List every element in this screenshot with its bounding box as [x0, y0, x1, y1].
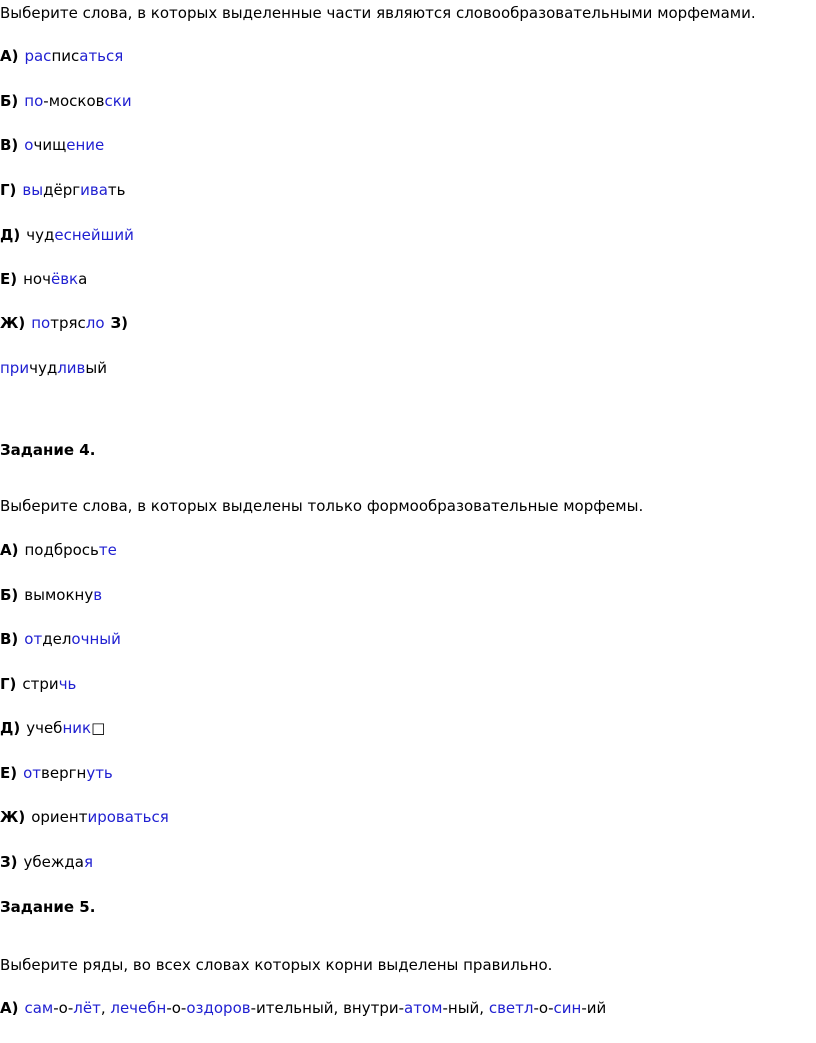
- root-highlight: атом: [404, 999, 443, 1017]
- item-label: Г): [0, 181, 17, 199]
- morpheme-highlight: при: [0, 359, 30, 377]
- morpheme-highlight: ник: [62, 719, 92, 737]
- morpheme-highlight: чь: [58, 675, 77, 693]
- task5-instruction: Выберите ряды, во всех словах которых корни выделены правильно.: [0, 956, 553, 974]
- task4-item-v: [0, 629, 121, 649]
- morpheme: -о-: [166, 999, 187, 1017]
- task3-item-v: [0, 135, 104, 155]
- morpheme-highlight: ива: [80, 181, 108, 199]
- morpheme: ый: [85, 359, 107, 377]
- morpheme: тряс: [50, 314, 86, 332]
- task4-item-a: [0, 540, 117, 560]
- morpheme: стри: [22, 675, 59, 693]
- morpheme: ноч: [23, 270, 51, 288]
- morpheme-highlight: в: [93, 586, 103, 604]
- morpheme: пис: [51, 47, 80, 65]
- morpheme: ть: [107, 181, 126, 199]
- item-label: Д): [0, 719, 21, 737]
- item-label: Б): [0, 92, 19, 110]
- morpheme-highlight: очный: [71, 630, 121, 648]
- morpheme: убежда: [23, 853, 84, 871]
- task4-item-d: [0, 718, 105, 738]
- root-highlight: лечебн: [110, 999, 167, 1017]
- morpheme-highlight: ски: [104, 92, 132, 110]
- task3-item-a: [0, 46, 123, 66]
- task3-item-b: [0, 91, 132, 111]
- task3-item-g: [0, 180, 125, 200]
- item-label: Ж): [0, 314, 26, 332]
- item-label: Д): [0, 226, 21, 244]
- morpheme: □: [91, 719, 106, 737]
- task5-item-a: [0, 998, 606, 1018]
- morpheme: чищ: [33, 136, 67, 154]
- morpheme-highlight: вы: [22, 181, 44, 199]
- task4-item-e: [0, 763, 113, 783]
- morpheme: дёрг: [43, 181, 81, 199]
- item-label: В): [0, 136, 19, 154]
- morpheme-highlight: от: [24, 630, 43, 648]
- morpheme-highlight: еснейший: [54, 226, 134, 244]
- morpheme: -ий: [581, 999, 607, 1017]
- morpheme-highlight: уть: [86, 764, 113, 782]
- morpheme: -ительный, внутри-: [250, 999, 405, 1017]
- task4-item-b: [0, 585, 102, 605]
- task4-instruction: Выберите слова, в которых выделены только формообразовательные морфемы.: [0, 497, 644, 515]
- task3-instruction: Выберите слова, в которых выделенные части являются словообразовательными морфемами.: [0, 4, 756, 22]
- morpheme: дел: [42, 630, 72, 648]
- morpheme-highlight: те: [98, 541, 117, 559]
- task4-item-zh: [0, 807, 169, 827]
- item-label: А): [0, 999, 19, 1017]
- item-label: З): [0, 853, 18, 871]
- morpheme: ориент: [31, 808, 88, 826]
- item-label: Б): [0, 586, 19, 604]
- morpheme: вымокну: [24, 586, 94, 604]
- task3-item-zh: [0, 313, 128, 333]
- morpheme-highlight: ироваться: [87, 808, 169, 826]
- item-label: В): [0, 630, 19, 648]
- root-highlight: лёт: [73, 999, 101, 1017]
- morpheme: ,: [100, 999, 111, 1017]
- task4-heading: Задание 4.: [0, 441, 96, 459]
- task3-item-d: [0, 225, 134, 245]
- task3-item-z: [0, 358, 107, 378]
- morpheme-highlight: по: [24, 92, 44, 110]
- morpheme: -о-: [533, 999, 554, 1017]
- item-label: А): [0, 47, 19, 65]
- morpheme: подбрось: [24, 541, 99, 559]
- morpheme: -ный,: [442, 999, 489, 1017]
- root-highlight: сам: [24, 999, 54, 1017]
- item-label: А): [0, 541, 19, 559]
- morpheme: -москов: [43, 92, 105, 110]
- morpheme: чуд: [29, 359, 58, 377]
- morpheme-highlight: я: [83, 853, 93, 871]
- morpheme: а: [78, 270, 88, 288]
- task4-item-z: [0, 852, 93, 872]
- morpheme-highlight: ение: [66, 136, 105, 154]
- task3-item-e: [0, 269, 87, 289]
- root-highlight: светл: [488, 999, 534, 1017]
- morpheme-highlight: аться: [79, 47, 124, 65]
- morpheme-highlight: от: [23, 764, 42, 782]
- morpheme-highlight: по: [31, 314, 51, 332]
- morpheme: учеб: [26, 719, 63, 737]
- morpheme-highlight: ло: [85, 314, 105, 332]
- morpheme-highlight: рас: [24, 47, 52, 65]
- morpheme-highlight: лив: [57, 359, 86, 377]
- morpheme-highlight: о: [24, 136, 34, 154]
- morpheme: -о-: [53, 999, 74, 1017]
- item-label: З): [110, 314, 129, 332]
- item-label: Е): [0, 764, 18, 782]
- morpheme: вергн: [41, 764, 87, 782]
- root-highlight: син: [553, 999, 582, 1017]
- morpheme: чуд: [26, 226, 55, 244]
- task5-heading: Задание 5.: [0, 898, 96, 916]
- task4-item-g: [0, 674, 76, 694]
- item-label: Ж): [0, 808, 26, 826]
- root-highlight: оздоров: [186, 999, 251, 1017]
- morpheme-highlight: ёвк: [50, 270, 79, 288]
- item-label: Г): [0, 675, 17, 693]
- item-label: Е): [0, 270, 18, 288]
